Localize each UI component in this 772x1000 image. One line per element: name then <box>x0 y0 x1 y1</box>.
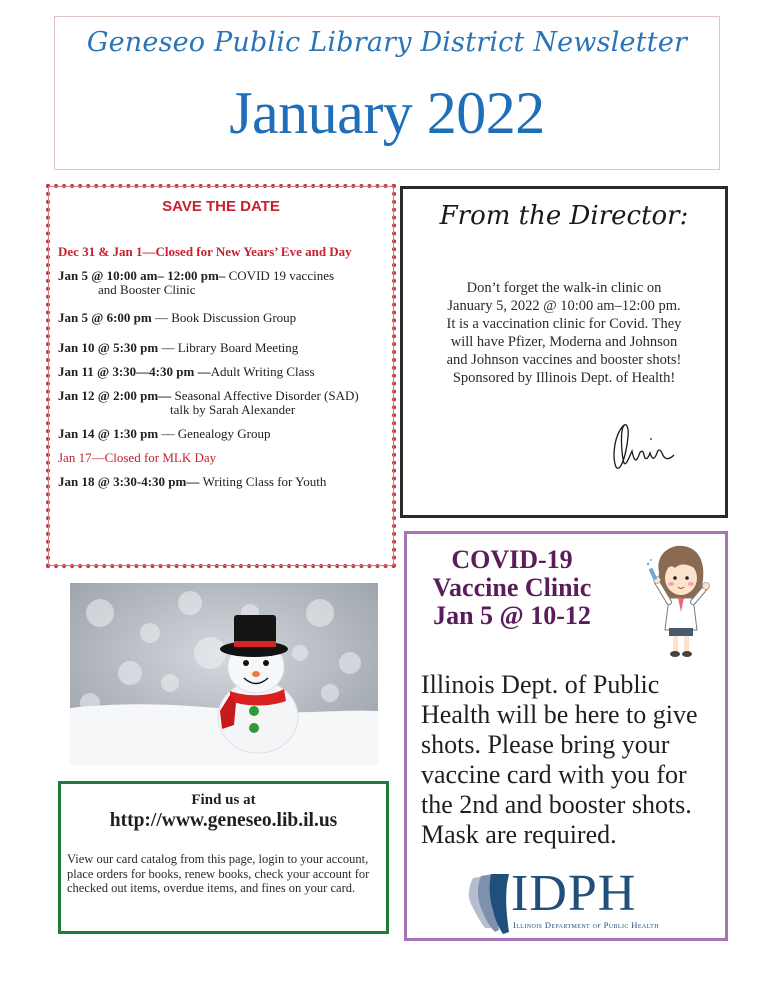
find-us-label: Find us at <box>191 792 256 808</box>
clinic-heading: COVID-19 Vaccine Clinic Jan 5 @ 10-12 <box>432 545 592 630</box>
event-item: Jan 10 @ 5:30 pm — Library Board Meeting <box>58 340 299 355</box>
event-item: Dec 31 & Jan 1—Closed for New Years’ Eve and Day <box>58 244 352 259</box>
issue-month: January 2022 <box>229 80 545 146</box>
find-us-box <box>58 781 389 934</box>
vaccine-clinic-box <box>404 531 728 941</box>
save-the-date-title: SAVE THE DATE <box>162 198 280 215</box>
event-item: Jan 14 @ 1:30 pm — Genealogy Group <box>58 426 271 441</box>
event-item: Jan 18 @ 3:30-4:30 pm— Writing Class for Youth <box>58 474 327 489</box>
illinois-map-icon <box>465 870 513 936</box>
idph-subtitle: Illinois Department of Public Health <box>513 920 659 930</box>
signature-icon <box>610 417 686 473</box>
save-the-date-box <box>46 184 396 568</box>
nurse-with-syringe-icon <box>645 542 715 660</box>
event-item: Jan 17—Closed for MLK Day <box>58 450 217 465</box>
event-item: Jan 12 @ 2:00 pm— Seasonal Affective Disorder (SAD) talk by Sarah Alexander <box>58 388 359 417</box>
snowman-photo <box>70 583 378 765</box>
newsletter-title: Geneseo Public Library District Newsletter <box>86 27 688 58</box>
event-item: Jan 5 @ 10:00 am– 12:00 pm– COVID 19 vaccines and Booster Clinic <box>58 268 335 297</box>
director-message: Don’t forget the walk-in clinic on January 5, 2022 @ 10:00 am–12:00 pm. It is a vaccination clinic for Covid. They will have Pfizer, Moderna and Johnson and Johnson vaccines and booster shots! Sponsored by Illinois Dept. of Health! <box>446 280 682 386</box>
find-us-description: View our card catalog from this page, login to your account, place orders for books, renew books, check your account for checked out items, overdue items, and fines on your card. <box>67 852 370 895</box>
idph-logo <box>465 865 697 936</box>
director-title: From the Director: <box>439 201 689 231</box>
event-list <box>58 245 386 499</box>
idph-letters: IDPH <box>511 865 637 922</box>
library-website-link[interactable]: http://www.geneseo.lib.il.us <box>109 810 338 831</box>
director-message-box <box>400 186 728 518</box>
event-item: Jan 5 @ 6:00 pm — Book Discussion Group <box>58 310 297 325</box>
snowman-image-icon <box>70 583 378 765</box>
event-item: Jan 11 @ 3:30—4:30 pm —Adult Writing Class <box>58 364 315 379</box>
newsletter-header <box>54 16 720 170</box>
clinic-description: Illinois Dept. of Public Health will be here to give shots. Please bring your vaccine card with you for the 2nd and booster shots. Mask are required. <box>421 670 698 849</box>
